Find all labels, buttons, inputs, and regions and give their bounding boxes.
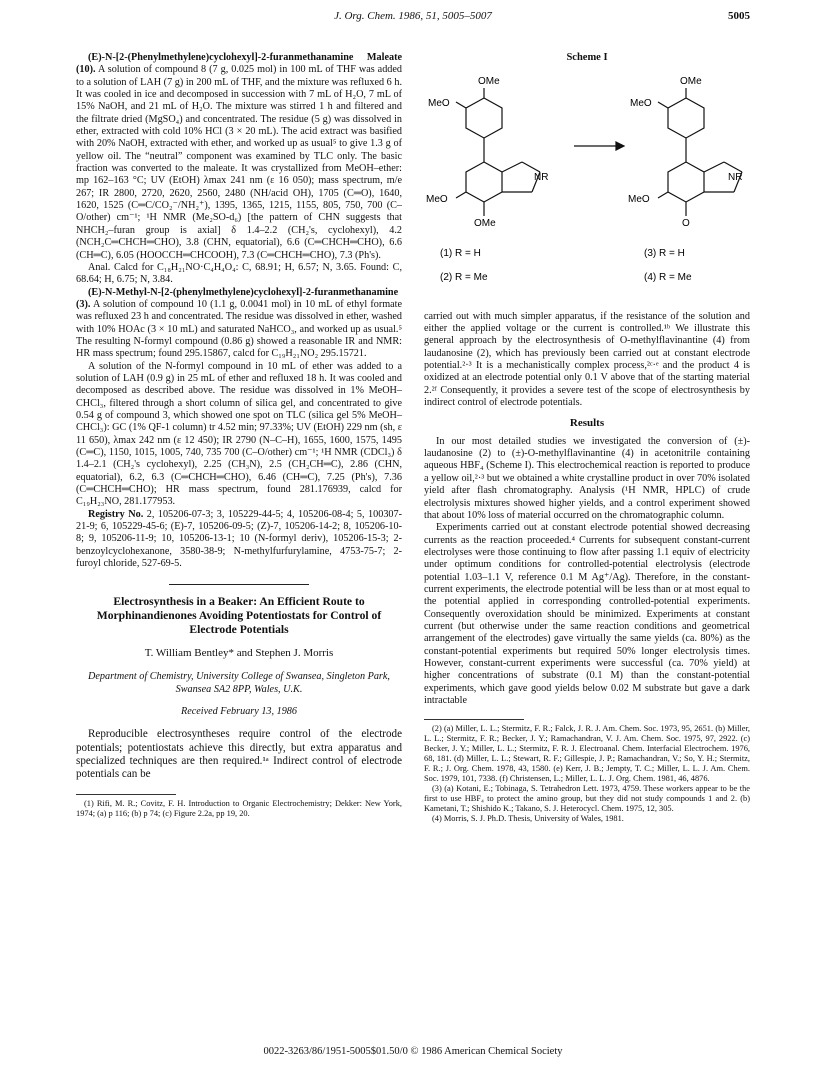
results-paragraph-1: In our most detailed studies we investigated the conversion of (±)-laudanosine (2) to (±)-O-methylflavinantine (4) in acetonitrile containing aqueous HBF₄ (Scheme I). This electrochemical reaction is reported to produce a yellow oil,²·³ but we obtained a white crystalline product in over 70% isolated yield after flash chromatography. Analysis (¹H NMR, HPLC) of crude electrolysis mixtures showed higher yields, and a control experiment showed that about 10% loss of material occurred on the chromatographic column.: [424, 435, 750, 521]
results-paragraph-2: Experiments carried out at constant electrode potential showed decreasing currents as the reaction proceeded.⁴ Currents for subsequent constant-current electrolyses were those continuing to flow after passing 1.1 equiv of electricity under optimum conditions for controlled-potential electrolysis (electrode potential 1.03–1.1 V, reference 0.1 M Ag⁺/Ag). Therefore, in the constant-current experiments, the electrode potential will be less than or at most equal to the potential applied in corresponding controlled-potential experiments. Consequently overoxidation should be minimized. Experiments at constant current (but otherwise under the same reaction conditions and geometrical arrangement of the electrodes) gave virtually the same yields (ca. 80%) as the constant-potential experiments but required 50% longer electrolysis times. However, constant-current experiments were successful (ca. 70% yield) at higher concentrations of substrate (0.1 M) than the constant-potential experiments, which gave good yields below 0.02 M substrate but gave a dark intractable: [424, 522, 750, 706]
registry-paragraph: [76, 509, 402, 571]
ome-label-1: OMe: [478, 76, 500, 88]
paragraph-compound-10: [76, 52, 402, 262]
article-title: Electrosynthesis in a Beaker: An Efficient Route to Morphinandienones Avoiding Potentiostats for Control of Electrode Potentials: [96, 595, 382, 637]
meo-label-1: MeO: [428, 98, 450, 110]
affiliation: Department of Chemistry, University College of Swansea, Singleton Park, Swansea SA2 8PP, Wales, U.K.: [88, 670, 390, 695]
registry-text: 2, 105206-07-3; 3, 105229-44-5; 4, 105206-08-4; 5, 100307-21-9; 6, 105229-45-6; (E)-7, 105206-09-5; (Z)-7, 105206-14-2; 8, 105206-10-8; 9, 105206-11-9; 10, 105206-13-1; 10 (N-formyl deriv), 105206-15-3; 2-benzoylcyclohexanone, 3580-38-9; N-methylfurfurylamine, 4753-75-7; 2-furoyl chloride, 527-69-5.: [76, 508, 402, 570]
compound-label-2: (2) R = Me: [440, 272, 488, 284]
scheme-title: Scheme I: [566, 52, 608, 63]
structure-flavinantine: [658, 88, 742, 216]
ome-label-3: OMe: [680, 76, 702, 88]
left-column: [76, 52, 402, 819]
n-formyl-paragraph: A solution of the N-formyl compound in 10 mL of ether was added to a solution of LAH (0.9 g) in 25 mL of ether and refluxed 18 h. It was cooled and decomposed as described above. The residue was dissolved in 1% MeOH–CHCl₃, filtered through a short column of silica gel, and concentrated to give 0.54 g of compound 3, which showed one spot on TLC (silica gel 5% MeOH–CHCl₃): GC (1% QF-1 column) tr 4.52 min; 97.33%; UV (EtOH) 229 nm (sh, ε 11 650), λmax 242 nm (ε 12 450); IR 2790 (N–C–H), 1655, 1600, 1575, 1495 (C═C), 1150, 1015, 1005, 740, 735 700 (C–O/other) cm⁻¹; ¹H NMR (CDCl₃) δ 1.4–2.1 (CH₂'s cyclohexyl), 2.25 (CH₃N), 2.5 (CH₂CH═C), 2.86 (CHN, equatorial), 6.2, 6.3 (C═CHCH═CHO), 6.46 (CH═C), 7.25 (Ph's), 7.36 (C═CHCH═CHO); HR mass spectrum, found 281.176939, calcd for C₁₉H₂₃NO, 281.177953.: [76, 360, 402, 508]
analysis-paragraph: Anal. Calcd for C₁₈H₂₁NO·C₄H₄O₄: C, 68.91; H, 6.57; N, 3.65. Found: C, 68.64; H, 6.75; N, 3.84.: [76, 261, 402, 286]
intro-continued: carried out with much simpler apparatus, if the resistance of the solution and either the applied voltage or the current is controlled.¹ᵇ We illustrate this general approach by the electrosynthesis of O-methylflavinantine (4) from laudanosine (2), which has previously been carried out at constant electrode potential.²·³ It is a mechanistically complex process,²ᶜ·ᵉ and the product 4 is oxidized at an electrode potential only 0.1 V above that of the starting material 2.²ᶠ Consequently, it provides a severe test of the scope of electrosynthesis by indirect control of electrode potentials.: [424, 310, 750, 409]
footnote-separator-right: [424, 719, 524, 720]
results-heading: Results: [569, 417, 605, 430]
compound-10-title: (E)-N-[2-(Phenylmethylene)cyclohexyl]-2-furanmethanamine Maleate (10).: [76, 52, 402, 76]
o-label: O: [682, 218, 690, 230]
footnote-1: (1) Rifi, M. R.; Covitz, F. H. Introduction to Organic Electrochemistry; Dekker: New York, 1974; (a) p 116; (b) p 74; (c) Figure 2.2a, pp 19, 20.: [76, 798, 402, 818]
meo-label-2: MeO: [426, 194, 448, 206]
structure-laudanosine: [456, 88, 540, 216]
abstract: [76, 728, 402, 782]
compound-label-4: (4) R = Me: [644, 272, 692, 284]
footnotes-right: [424, 724, 750, 824]
paragraph-compound-3: [76, 287, 402, 361]
meo-label-3: MeO: [630, 98, 652, 110]
authors: T. William Bentley* and Stephen J. Morris: [144, 647, 334, 660]
ome-label-2: OMe: [474, 218, 496, 230]
journal-citation: J. Org. Chem. 1986, 51, 5005–5007: [334, 10, 492, 22]
running-header: [76, 10, 750, 30]
registry-title: Registry No.: [88, 508, 144, 520]
scheme-diagram: [424, 66, 750, 306]
received-date: Received February 13, 1986: [181, 705, 297, 717]
compound-3-text: A solution of compound 10 (1.1 g, 0.0041 mol) in 10 mL of ethyl formate was refluxed 23 h and concentrated. The residue was dissolved in ether, washed with 10% HOAc (3 × 10 mL) and saturated NaHCO₃, and worked up as usual.⁵ The resulting N-formyl compound (0.86 g) showed a reasonable IR and NMR: HR mass spectrum; found 295.15867, calcd for C₁₉H₂₁NO₂ 295.15721.: [76, 298, 403, 360]
footnote-2: (2) (a) Miller, L. L.; Stermitz, F. R.; Falck, J. R. J. Am. Chem. Soc. 1973, 95, 2651. (b) Miller, L. L.; Stermitz, F. R.; Becker, J. Y.; Ramachandran, V. J. Am. Chem. Soc. 1975, 97, 2922. (c) Becker, J. Y.; Miller, L. L.; Stermitz, F. R. J. Electroanal. Chem. Interfacial Electrochem. 1976, 68, 181. (d) Miller, L. L.; Stewart, R. F.; Gillespie, J. P.; Ramachandran, V.; So, Y. H.; Stermitz, F. R.; J. Org. Chem. 1978, 43, 1580. (e) Kerr, J. B.; Jempty, T. C.; Miller, L. L. J. Am. Chem. Soc. 1979, 101, 7338. (f) Christensen, L.; Miller, L. L. J. Org. Chem. 1981, 46, 4876.: [424, 724, 750, 784]
copyright-line: 0022-3263/86/1951-5005$01.50/0 © 1986 American Chemical Society: [263, 1046, 563, 1057]
nr-label-2: NR: [728, 172, 743, 184]
meo-label-4: MeO: [628, 194, 650, 206]
compound-10-text: A solution of compound 8 (7 g, 0.025 mol) in 100 mL of THF was added to a solution of LAH (7 g) in 200 mL of THF, and the mixture was refluxed 6 h. It was cooled in ice and decomposed in succession with 7 mL of H₂O, 7 mL of 15% NaOH, and 21 mL of H₂O. The mixture was stirred 1 h and filtered and the filtrate dried (MgSO₄) and concentrated. The residue (5 g) was dissolved in ether, extracted with cold 10% HCl (3 × 20 mL). The acid extract was basified with 20% NaOH, extracted with ether, and worked up as usual⁵ to give 1.3 g of yellow oil. The “neutral” component was examined by TLC only. The basic fraction was converted to the maleate. It was crystallized from MeOH–ether: mp 162–163 °C; UV (EtOH) λmax 241 nm (ε 16 050); mass spectrum, m/e 267; IR 2800, 2720, 2620, 2560, 2480 (NH/acid OH), 1705 (C═O), 1640, 1620, 1525 (C═C/CO₂⁻/NH₂⁺), 1395, 1365, 1215, 1155, 805, 750, 700 (C–O/other) cm⁻¹; ¹H NMR (Me₂SO-d₆) [the pattern of CHN suggests that NHCH₂–furan group is axial] δ 1.4–2.2 (CH₂'s, cyclohexyl), 4.2 (NCH₂C═CHCH═CHO), 3.8 (CHN, equatorial), 6.6 (C═CHCH═CHO), 6.6 (CH═C), 6.05 (HOOCCH═CHCOOH), 7.3 (C═CHCH═CHO), 7.3 (Ph's).: [76, 64, 403, 261]
footnote-separator: [76, 794, 176, 795]
page-number: 5005: [728, 10, 750, 22]
compound-3-title: (E)-N-Methyl-N-[2-(phenylmethylene)cyclohexyl]-2-furanmethanamine (3).: [76, 286, 399, 310]
article-divider: [169, 584, 309, 585]
footnote-3: (3) (a) Kotani, E.; Tobinaga, S. Tetrahedron Lett. 1973, 4759. These workers appear to be the first to use HBF₄ to protect the amino group, but they did not study compounds 1 and 2. (b) Kametani, T.; Shishido K.; Takano, S. J. Heterocycl. Chem. 1975, 12, 305.: [424, 784, 750, 814]
footnote-4: (4) Morris, S. J. Ph.D. Thesis, University of Wales, 1981.: [432, 814, 624, 824]
right-column: [424, 52, 750, 824]
footnotes-left: [76, 799, 402, 819]
compound-label-1: (1) R = H: [440, 248, 481, 260]
reaction-arrow: [574, 142, 624, 150]
compound-label-3: (3) R = H: [644, 248, 685, 260]
nr-label-1: NR: [534, 172, 549, 184]
abstract-text: Reproducible electrosyntheses require control of the electrode potentials; potentiostats achieve this directly, but extra apparatus and specialized techniques are then required.¹ᵃ Indirect control of electrode potentials can be: [76, 728, 402, 781]
